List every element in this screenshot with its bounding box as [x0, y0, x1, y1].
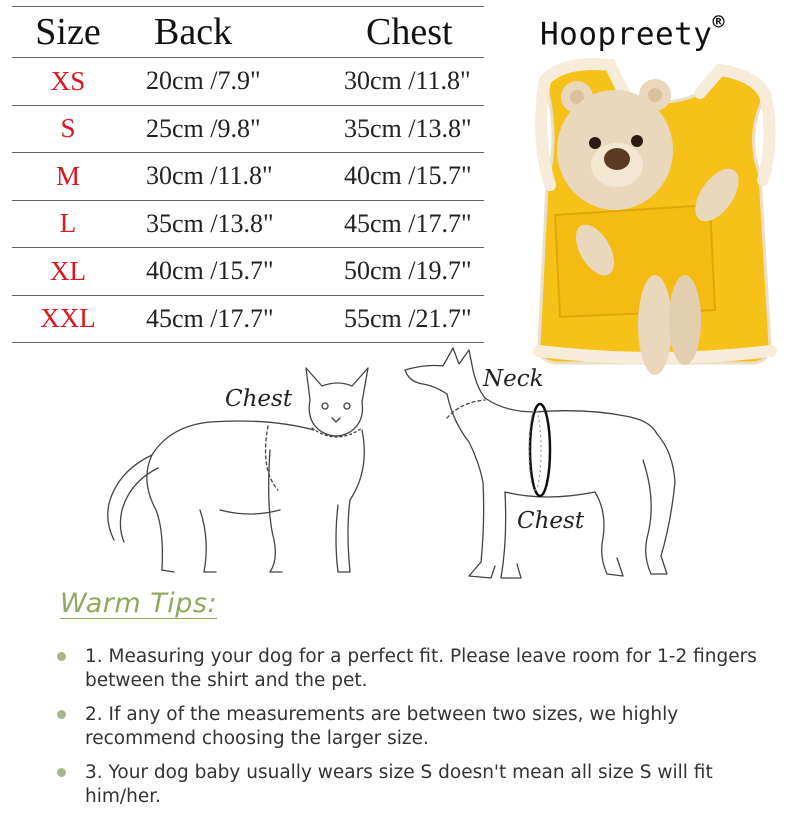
size-label: S	[12, 105, 124, 153]
chest-measurement: 55cm /21.7"	[332, 295, 484, 343]
size-row	[12, 153, 484, 201]
size-label: XS	[12, 58, 124, 106]
tip-item	[55, 761, 775, 809]
cat-chest-label: Chest	[225, 386, 293, 412]
tip-text: 3. Your dog baby usually wears size S doesn't mean all size S will fit him/her.	[85, 762, 713, 807]
size-label: L	[12, 200, 124, 248]
size-row	[12, 248, 484, 296]
header-chest: Chest	[332, 7, 484, 58]
size-chart-table	[12, 6, 484, 343]
back-measurement: 35cm /13.8"	[124, 200, 332, 248]
size-row	[12, 105, 484, 153]
chest-measurement: 35cm /13.8"	[332, 105, 484, 153]
size-row	[12, 58, 484, 106]
back-measurement: 30cm /11.8"	[124, 153, 332, 201]
dog-chest-label: Chest	[517, 508, 585, 534]
chest-measurement: 45cm /17.7"	[332, 200, 484, 248]
tips-list	[55, 645, 775, 819]
bullet-icon	[57, 652, 66, 661]
dog-diagram	[395, 342, 680, 592]
tip-item	[55, 645, 775, 693]
dog-neck-label: Neck	[483, 366, 544, 392]
tip-item	[55, 703, 775, 751]
chest-measurement: 30cm /11.8"	[332, 58, 484, 106]
back-measurement: 40cm /15.7"	[124, 248, 332, 296]
header-back: Back	[124, 7, 332, 58]
bear-vest-illustration	[525, 55, 795, 385]
brand-logo	[540, 10, 726, 53]
chest-measurement: 40cm /15.7"	[332, 153, 484, 201]
chest-measurement: 50cm /19.7"	[332, 248, 484, 296]
back-measurement: 20cm /7.9"	[124, 58, 332, 106]
brand-name: Hoopreety	[540, 16, 713, 53]
product-image	[525, 55, 795, 385]
tip-text: 2. If any of the measurements are between two sizes, we highly recommend choosing the larger size.	[85, 704, 679, 749]
size-label: XL	[12, 248, 124, 296]
size-chart-header-row	[12, 7, 484, 58]
back-measurement: 45cm /17.7"	[124, 295, 332, 343]
registered-mark: ®	[712, 10, 726, 34]
tips-title: Warm Tips:	[60, 588, 218, 619]
size-row	[12, 295, 484, 343]
header-size: Size	[12, 7, 124, 58]
bullet-icon	[57, 768, 66, 777]
bullet-icon	[57, 710, 66, 719]
size-row	[12, 200, 484, 248]
cat-diagram	[100, 360, 400, 590]
size-label: XXL	[12, 295, 124, 343]
tip-text: 1. Measuring your dog for a perfect fit. Please leave room for 1-2 fingers between the shirt and the pet.	[85, 646, 757, 691]
back-measurement: 25cm /9.8"	[124, 105, 332, 153]
size-label: M	[12, 153, 124, 201]
